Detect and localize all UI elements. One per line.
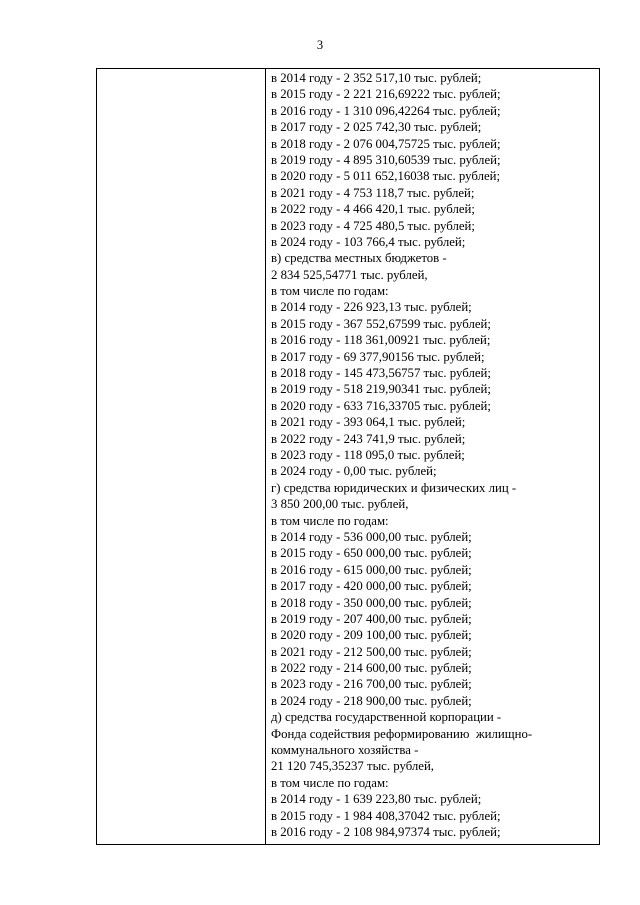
funding-line: в 2016 году - 1 310 096,42264 тыс. рублей; [271, 103, 501, 118]
funding-line: в 2015 году - 367 552,67599 тыс. рублей; [271, 316, 491, 331]
funding-line: в 2014 году - 2 352 517,10 тыс. рублей; [271, 71, 482, 85]
funding-line: в том числе по годам: [271, 284, 389, 299]
funding-line: в том числе по годам: [271, 775, 389, 790]
funding-line: в 2015 году - 1 984 408,37042 тыс. рублей; [271, 808, 501, 823]
funding-line: в 2021 году - 393 064,1 тыс. рублей; [271, 415, 466, 430]
funding-line: в) средства местных бюджетов - [271, 251, 447, 266]
funding-line: в 2015 году - 650 000,00 тыс. рублей; [271, 546, 472, 561]
funding-line: 3 850 200,00 тыс. рублей, [271, 497, 409, 512]
funding-line: в 2016 году - 2 108 984,97374 тыс. рублей; [271, 824, 501, 839]
funding-line: в 2016 году - 118 361,00921 тыс. рублей; [271, 333, 491, 348]
funding-line: в том числе по годам: [271, 513, 389, 528]
funding-line: в 2023 году - 216 700,00 тыс. рублей; [271, 677, 472, 692]
funding-line: в 2021 году - 4 753 118,7 тыс. рублей; [271, 185, 475, 200]
funding-line: д) средства государственной корпорации - [271, 710, 502, 725]
funding-line: в 2023 году - 4 725 480,5 тыс. рублей; [271, 218, 475, 233]
funding-line: в 2014 году - 1 639 223,80 тыс. рублей; [271, 792, 482, 807]
funding-line: в 2017 году - 2 025 742,30 тыс. рублей; [271, 120, 482, 135]
funding-line: в 2018 году - 145 473,56757 тыс. рублей; [271, 366, 491, 381]
funding-line: в 2014 году - 536 000,00 тыс. рублей; [271, 529, 472, 544]
funding-line: 21 120 745,35237 тыс. рублей, [271, 759, 435, 774]
funding-line: в 2024 году - 0,00 тыс. рублей; [271, 464, 437, 479]
page-number: 3 [316, 38, 324, 52]
table-left-column [97, 69, 266, 844]
table-right-column [266, 69, 599, 844]
funding-line: в 2022 году - 214 600,00 тыс. рублей; [271, 661, 472, 676]
funding-line: в 2023 году - 118 095,0 тыс. рублей; [271, 447, 465, 462]
funding-line: г) средства юридических и физических лиц - [271, 480, 517, 495]
funding-line: в 2018 году - 2 076 004,75725 тыс. рублей; [271, 136, 501, 151]
funding-line: в 2024 году - 103 766,4 тыс. рублей; [271, 234, 466, 249]
funding-line: в 2015 году - 2 221 216,69222 тыс. рублей; [271, 87, 501, 102]
funding-line: в 2024 году - 218 900,00 тыс. рублей; [271, 693, 472, 708]
funding-line: Фонда содействия реформированию жилищно- [271, 726, 533, 741]
funding-line: в 2020 году - 5 011 652,16038 тыс. рублей; [271, 169, 501, 184]
funding-line: коммунального хозяйства - [271, 743, 419, 758]
funding-line: в 2019 году - 518 219,90341 тыс. рублей; [271, 382, 491, 397]
funding-line: в 2022 году - 243 741,9 тыс. рублей; [271, 431, 466, 446]
funding-line: в 2021 году - 212 500,00 тыс. рублей; [271, 644, 472, 659]
funding-line: в 2019 году - 207 400,00 тыс. рублей; [271, 611, 472, 626]
funding-line: в 2017 году - 69 377,90156 тыс. рублей; [271, 349, 485, 364]
funding-line: в 2022 году - 4 466 420,1 тыс. рублей; [271, 202, 475, 217]
funding-line: в 2018 году - 350 000,00 тыс. рублей; [271, 595, 472, 610]
funding-line: 2 834 525,54771 тыс. рублей, [271, 267, 428, 282]
funding-line: в 2017 году - 420 000,00 тыс. рублей; [271, 579, 472, 594]
financing-table [96, 68, 600, 845]
funding-line: в 2016 году - 615 000,00 тыс. рублей; [271, 562, 472, 577]
funding-line: в 2020 году - 209 100,00 тыс. рублей; [271, 628, 472, 643]
funding-line: в 2020 году - 633 716,33705 тыс. рублей; [271, 398, 491, 413]
funding-line: в 2019 году - 4 895 310,60539 тыс. рублей; [271, 152, 501, 167]
funding-line: в 2014 году - 226 923,13 тыс. рублей; [271, 300, 472, 315]
